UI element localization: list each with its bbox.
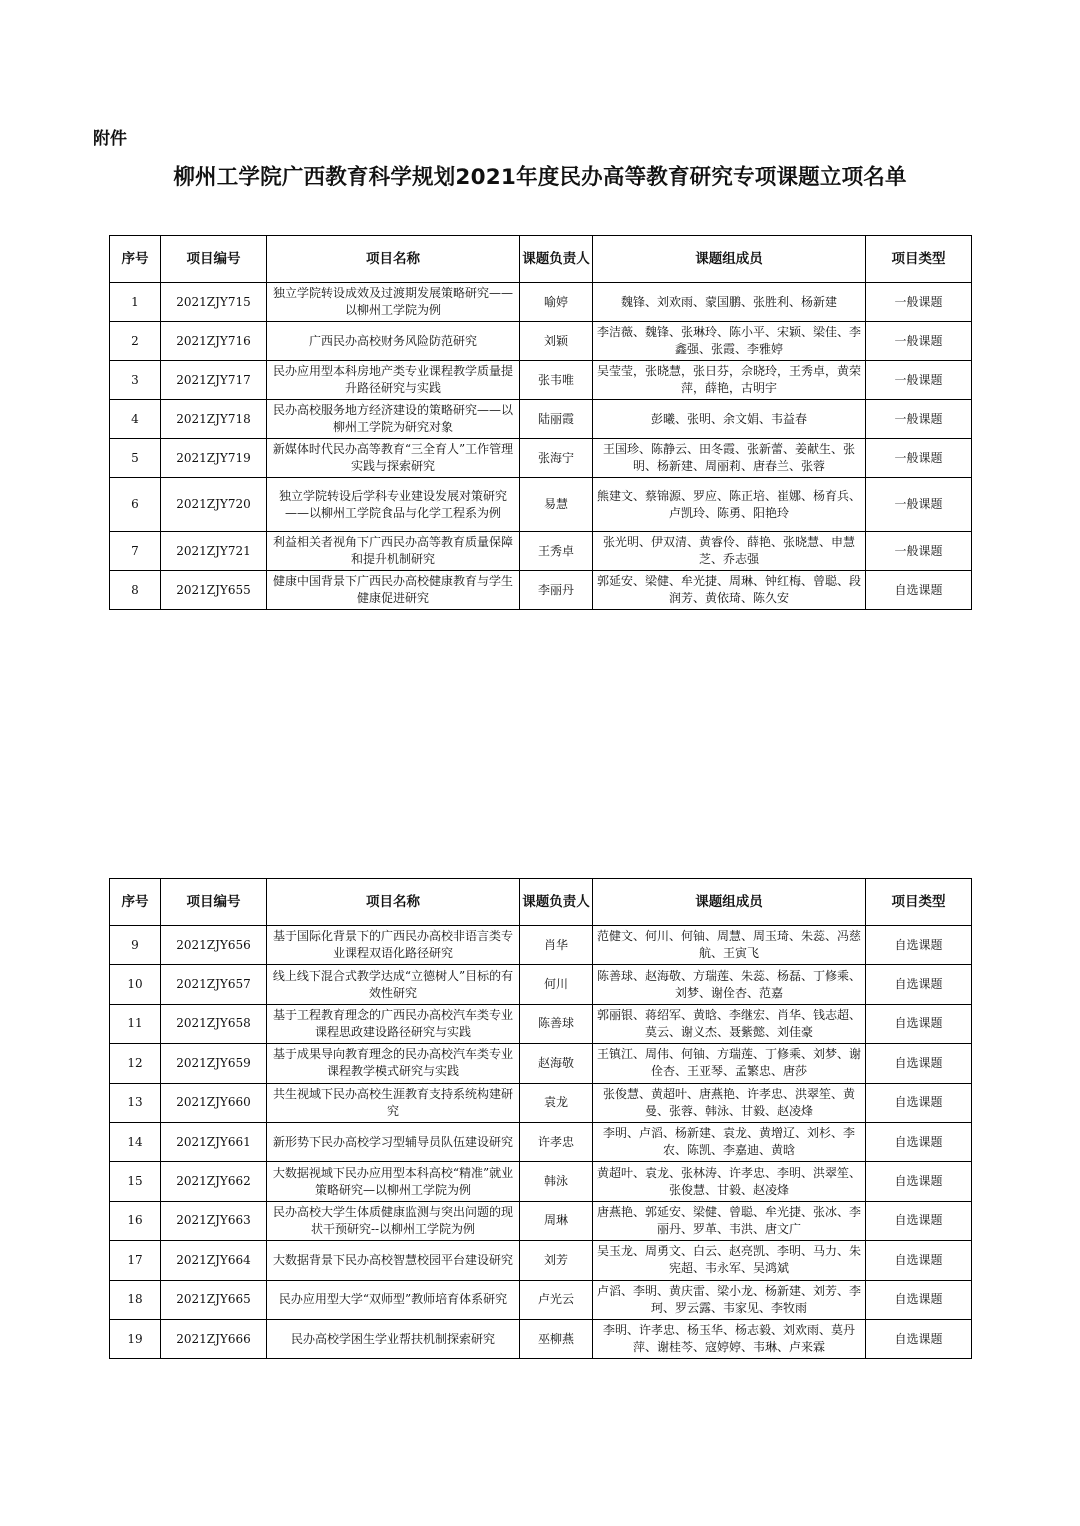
cell-code: 2021ZJY659 — [161, 1044, 267, 1083]
cell-no: 19 — [110, 1319, 161, 1358]
cell-type: 自选课题 — [866, 1044, 972, 1083]
cell-type: 自选课题 — [866, 965, 972, 1004]
cell-leader: 陆丽霞 — [520, 400, 593, 439]
table-row — [110, 478, 972, 532]
cell-name: 民办应用型本科房地产类专业课程教学质量提升路径研究与实践 — [267, 361, 520, 400]
cell-type: 自选课题 — [866, 1280, 972, 1319]
cell-members: 范健文、何川、何铀、周慧、周玉琦、朱蕊、冯慈航、王寅飞 — [593, 926, 866, 965]
table-row — [110, 1241, 972, 1280]
cell-members: 王镇江、周伟、何铀、方瑞莲、丁修乘、刘梦、谢佺杏、王亚琴、孟繁忠、唐莎 — [593, 1044, 866, 1083]
cell-leader: 许孝忠 — [520, 1122, 593, 1161]
cell-name: 共生视域下民办高校生涯教育支持系统构建研究 — [267, 1083, 520, 1122]
header-type: 项目类型 — [866, 236, 972, 283]
header-no: 序号 — [110, 236, 161, 283]
cell-type: 一般课题 — [866, 532, 972, 571]
cell-name: 线上线下混合式教学达成“立德树人”目标的有效性研究 — [267, 965, 520, 1004]
table-row — [110, 1162, 972, 1201]
cell-type: 自选课题 — [866, 1122, 972, 1161]
cell-members: 魏锋、刘欢雨、蒙国鹏、张胜利、杨新建 — [593, 283, 866, 322]
cell-members: 吴玉龙、周勇文、白云、赵亮凯、李明、马力、朱宪超、韦永军、吴鸿斌 — [593, 1241, 866, 1280]
cell-no: 6 — [110, 478, 161, 532]
table-row — [110, 1004, 972, 1043]
cell-type: 一般课题 — [866, 361, 972, 400]
cell-code: 2021ZJY660 — [161, 1083, 267, 1122]
cell-name: 独立学院转设成效及过渡期发展策略研究——以柳州工学院为例 — [267, 283, 520, 322]
cell-name: 基于成果导向教育理念的民办高校汽车类专业课程教学模式研究与实践 — [267, 1044, 520, 1083]
cell-code: 2021ZJY665 — [161, 1280, 267, 1319]
cell-leader: 韩泳 — [520, 1162, 593, 1201]
cell-code: 2021ZJY719 — [161, 439, 267, 478]
cell-code: 2021ZJY661 — [161, 1122, 267, 1161]
cell-name: 健康中国背景下广西民办高校健康教育与学生健康促进研究 — [267, 571, 520, 610]
project-table-1 — [109, 235, 972, 610]
cell-members: 郭延安、梁健、牟光捷、周琳、钟红梅、曾聪、段润芳、黄依琦、陈久安 — [593, 571, 866, 610]
cell-no: 5 — [110, 439, 161, 478]
cell-no: 3 — [110, 361, 161, 400]
cell-members: 熊建文、蔡锦源、罗应、陈正培、崔娜、杨育兵、卢凯玲、陈勇、阳艳玲 — [593, 478, 866, 532]
cell-members: 郭丽银、蒋绍军、黄晗、李继宏、肖华、钱志超、莫云、谢义杰、聂紫懿、刘佳豪 — [593, 1004, 866, 1043]
cell-name: 基于工程教育理念的广西民办高校汽车类专业课程思政建设路径研究与实践 — [267, 1004, 520, 1043]
cell-code: 2021ZJY656 — [161, 926, 267, 965]
cell-name: 民办高校大学生体质健康监测与突出问题的现状干预研究--以柳州工学院为例 — [267, 1201, 520, 1240]
header-no: 序号 — [110, 879, 161, 926]
cell-type: 一般课题 — [866, 283, 972, 322]
cell-name: 民办应用型大学“双师型”教师培育体系研究 — [267, 1280, 520, 1319]
table-row — [110, 1083, 972, 1122]
cell-type: 一般课题 — [866, 400, 972, 439]
cell-leader: 周琳 — [520, 1201, 593, 1240]
cell-name: 大数据视域下民办应用型本科高校“精准”就业策略研究—以柳州工学院为例 — [267, 1162, 520, 1201]
cell-no: 10 — [110, 965, 161, 1004]
cell-code: 2021ZJY716 — [161, 322, 267, 361]
table-row — [110, 361, 972, 400]
cell-name: 新媒体时代民办高等教育“三全育人”工作管理实践与探索研究 — [267, 439, 520, 478]
cell-members: 王国珍、陈静云、田冬霞、张新蕾、姜献生、张明、杨新建、周丽莉、唐春兰、张蓉 — [593, 439, 866, 478]
cell-leader: 卢光云 — [520, 1280, 593, 1319]
attachment-label: 附件 — [93, 129, 127, 149]
cell-no: 18 — [110, 1280, 161, 1319]
page-title: 柳州工学院广西教育科学规划2021年度民办高等教育研究专项课题立项名单 — [173, 165, 907, 190]
cell-leader: 喻婷 — [520, 283, 593, 322]
header-name: 项目名称 — [267, 879, 520, 926]
cell-type: 一般课题 — [866, 478, 972, 532]
table-row — [110, 283, 972, 322]
cell-code: 2021ZJY666 — [161, 1319, 267, 1358]
cell-type: 一般课题 — [866, 439, 972, 478]
cell-code: 2021ZJY658 — [161, 1004, 267, 1043]
table-header-row — [110, 236, 972, 283]
cell-members: 张俊慧、黄超叶、唐燕艳、许孝忠、洪翠笙、黄曼、张蓉、韩泳、甘毅、赵凌烽 — [593, 1083, 866, 1122]
cell-code: 2021ZJY718 — [161, 400, 267, 439]
table-row — [110, 400, 972, 439]
cell-code: 2021ZJY721 — [161, 532, 267, 571]
cell-leader: 易慧 — [520, 478, 593, 532]
cell-members: 黄超叶、袁龙、张林涛、许孝忠、李明、洪翠笙、张俊慧、甘毅、赵凌烽 — [593, 1162, 866, 1201]
table-row — [110, 1044, 972, 1083]
table-header-row — [110, 879, 972, 926]
cell-name: 大数据背景下民办高校智慧校园平台建设研究 — [267, 1241, 520, 1280]
table-row — [110, 1280, 972, 1319]
cell-no: 9 — [110, 926, 161, 965]
cell-code: 2021ZJY720 — [161, 478, 267, 532]
cell-code: 2021ZJY717 — [161, 361, 267, 400]
cell-no: 12 — [110, 1044, 161, 1083]
cell-leader: 张海宁 — [520, 439, 593, 478]
cell-type: 自选课题 — [866, 1241, 972, 1280]
cell-code: 2021ZJY657 — [161, 965, 267, 1004]
cell-no: 8 — [110, 571, 161, 610]
cell-no: 13 — [110, 1083, 161, 1122]
header-leader: 课题负责人 — [520, 236, 593, 283]
table-row — [110, 1201, 972, 1240]
cell-code: 2021ZJY655 — [161, 571, 267, 610]
header-type: 项目类型 — [866, 879, 972, 926]
cell-members: 李洁薇、魏锋、张琳玲、陈小平、宋颖、梁佳、李鑫强、张霞、李雅婷 — [593, 322, 866, 361]
cell-no: 7 — [110, 532, 161, 571]
cell-no: 11 — [110, 1004, 161, 1043]
cell-code: 2021ZJY663 — [161, 1201, 267, 1240]
cell-leader: 刘芳 — [520, 1241, 593, 1280]
cell-leader: 张韦唯 — [520, 361, 593, 400]
cell-no: 4 — [110, 400, 161, 439]
cell-members: 卢滔、李明、黄庆雷、梁小龙、杨新建、刘芳、李珂、罗云露、韦家见、李牧雨 — [593, 1280, 866, 1319]
cell-no: 16 — [110, 1201, 161, 1240]
cell-type: 一般课题 — [866, 322, 972, 361]
cell-type: 自选课题 — [866, 1201, 972, 1240]
cell-type: 自选课题 — [866, 1162, 972, 1201]
project-table-2 — [109, 878, 972, 1359]
cell-code: 2021ZJY664 — [161, 1241, 267, 1280]
cell-name: 广西民办高校财务风险防范研究 — [267, 322, 520, 361]
cell-members: 李明、许孝忠、杨玉华、杨志毅、刘欢雨、莫丹萍、谢桂芩、寇婷婷、韦琳、卢来霖 — [593, 1319, 866, 1358]
header-members: 课题组成员 — [593, 236, 866, 283]
cell-name: 利益相关者视角下广西民办高等教育质量保障和提升机制研究 — [267, 532, 520, 571]
table-row — [110, 322, 972, 361]
cell-name: 新形势下民办高校学习型辅导员队伍建设研究 — [267, 1122, 520, 1161]
cell-leader: 陈善球 — [520, 1004, 593, 1043]
cell-type: 自选课题 — [866, 926, 972, 965]
cell-no: 2 — [110, 322, 161, 361]
header-code: 项目编号 — [161, 236, 267, 283]
cell-leader: 肖华 — [520, 926, 593, 965]
cell-leader: 王秀卓 — [520, 532, 593, 571]
cell-members: 张光明、伊双清、黄睿伶、薛艳、张晓慧、申慧芝、乔志强 — [593, 532, 866, 571]
header-leader: 课题负责人 — [520, 879, 593, 926]
cell-leader: 赵海敬 — [520, 1044, 593, 1083]
header-code: 项目编号 — [161, 879, 267, 926]
cell-code: 2021ZJY662 — [161, 1162, 267, 1201]
cell-name: 独立学院转设后学科专业建设发展对策研究——以柳州工学院食品与化学工程系为例 — [267, 478, 520, 532]
cell-members: 陈善球、赵海敬、方瑞莲、朱蕊、杨磊、丁修乘、刘梦、谢佺杏、范嘉 — [593, 965, 866, 1004]
cell-no: 1 — [110, 283, 161, 322]
table-row — [110, 1319, 972, 1358]
cell-code: 2021ZJY715 — [161, 283, 267, 322]
cell-type: 自选课题 — [866, 1004, 972, 1043]
cell-no: 17 — [110, 1241, 161, 1280]
cell-type: 自选课题 — [866, 1319, 972, 1358]
cell-name: 民办高校服务地方经济建设的策略研究——以柳州工学院为研究对象 — [267, 400, 520, 439]
cell-members: 吴莹莹，张晓慧，张日芬，佘晓玲，王秀卓，黄荣萍，薛艳，古明宇 — [593, 361, 866, 400]
cell-leader: 李丽丹 — [520, 571, 593, 610]
header-name: 项目名称 — [267, 236, 520, 283]
cell-leader: 刘颖 — [520, 322, 593, 361]
cell-type: 自选课题 — [866, 571, 972, 610]
cell-leader: 袁龙 — [520, 1083, 593, 1122]
table-row — [110, 439, 972, 478]
cell-members: 李明、卢滔、杨新建、袁龙、黄增辽、刘杉、李农、陈凯、李嘉迪、黄晗 — [593, 1122, 866, 1161]
cell-no: 15 — [110, 1162, 161, 1201]
table-row — [110, 965, 972, 1004]
table-row — [110, 532, 972, 571]
cell-type: 自选课题 — [866, 1083, 972, 1122]
cell-members: 彭曦、张明、余文娟、韦益春 — [593, 400, 866, 439]
cell-no: 14 — [110, 1122, 161, 1161]
cell-leader: 巫柳燕 — [520, 1319, 593, 1358]
cell-leader: 何川 — [520, 965, 593, 1004]
cell-name: 民办高校学困生学业帮扶机制探索研究 — [267, 1319, 520, 1358]
table-row — [110, 1122, 972, 1161]
header-members: 课题组成员 — [593, 879, 866, 926]
table-row — [110, 926, 972, 965]
cell-name: 基于国际化背景下的广西民办高校非语言类专业课程双语化路径研究 — [267, 926, 520, 965]
table-row — [110, 571, 972, 610]
cell-members: 唐燕艳、郭延安、梁健、曾聪、牟光捷、张冰、李丽丹、罗革、韦洪、唐文广 — [593, 1201, 866, 1240]
